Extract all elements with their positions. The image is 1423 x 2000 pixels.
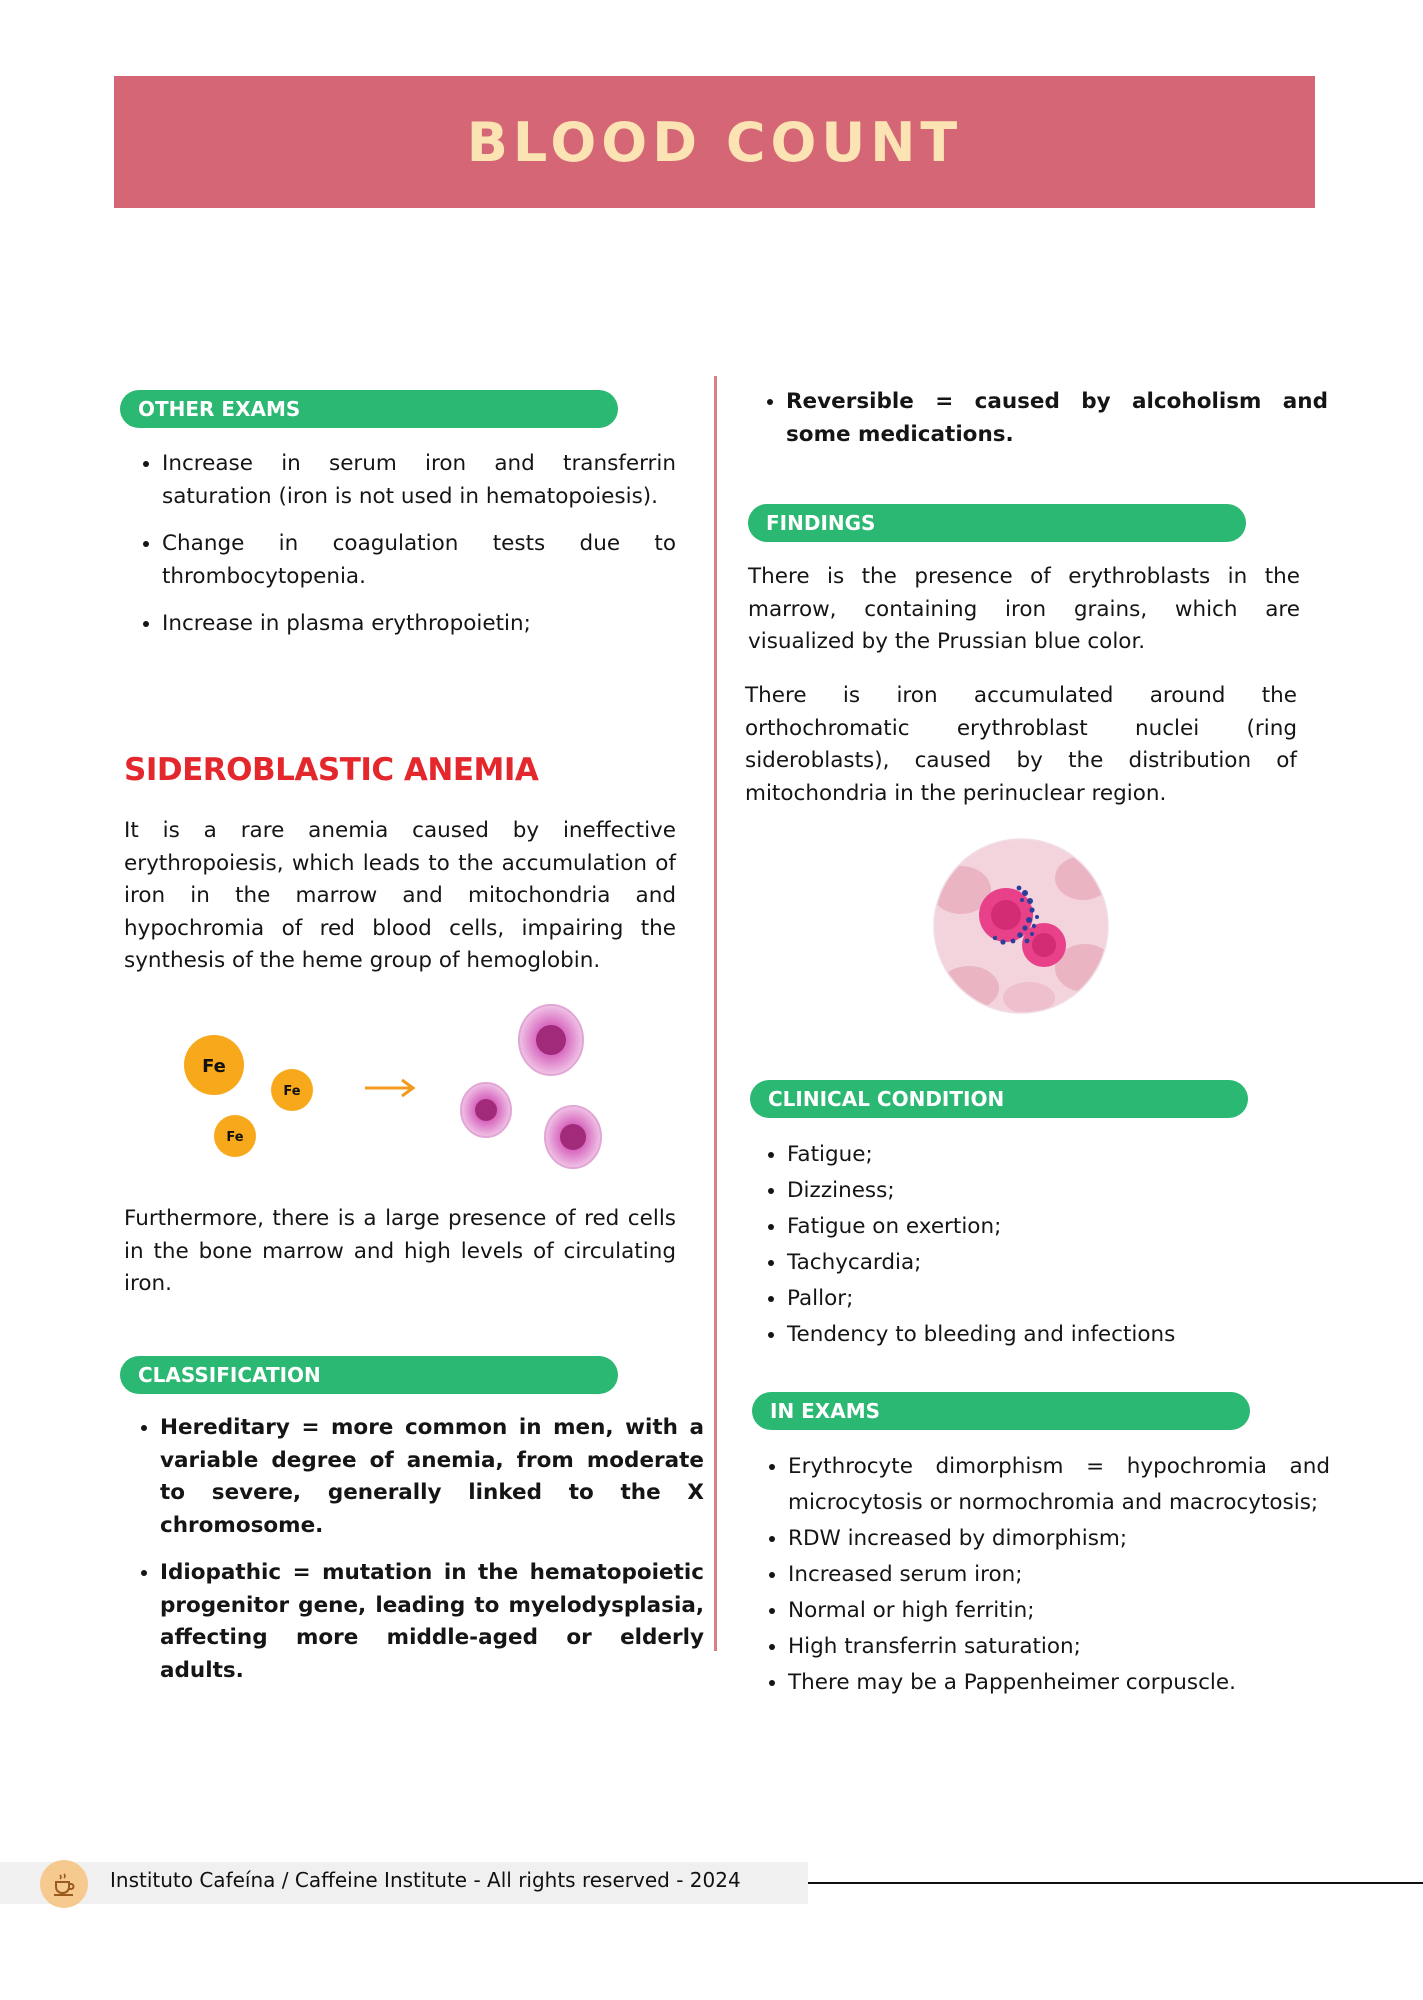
list-item: • Idiopathic = mutation in the hematopoietic progenitor gene, leading to myelodysplasia, affecting more middle-aged or elderly adults. [160, 1557, 704, 1687]
fe-atom-small [214, 1115, 256, 1157]
list-item: • Fatigue on exertion; [787, 1209, 1327, 1245]
section-title: SIDEROBLASTIC ANEMIA [124, 752, 539, 788]
list-item: • Fatigue; [787, 1137, 1327, 1173]
list-item: • Dizziness; [787, 1173, 1327, 1209]
list-item: • Increase in serum iron and transferrin saturation (iron is not used in hematopoiesis). [162, 448, 676, 513]
other-exams-list [132, 448, 676, 656]
furthermore-paragraph: Furthermore, there is a large presence of red cells in the bone marrow and high levels of circulating iron. [124, 1206, 676, 1296]
in-exams-heading: IN EXAMS [752, 1392, 1250, 1430]
clinical-condition-heading: CLINICAL CONDITION [750, 1080, 1248, 1118]
list-item: • Tendency to bleeding and infections [787, 1317, 1327, 1353]
intro-paragraph: It is a rare anemia caused by ineffective erythropoiesis, which leads to the accumulation of iron in the marrow and mitochondria and hypochromia of red blood cells, impairing the synthesis of the heme group of hemoglobin. [124, 818, 676, 973]
footer-rule [808, 1882, 1423, 1884]
list-item: • Normal or high ferritin; [788, 1593, 1330, 1629]
findings-paragraph-2: There is iron accumulated around the orthochromatic erythroblast nuclei (ring sideroblasts), caused by the distribution of mitochondria in the perinuclear region. [745, 683, 1297, 806]
footer-copyright: Instituto Cafeína / Caffeine Institute - All rights reserved - 2024 [110, 1868, 741, 1892]
sideroblast-cell [519, 1005, 583, 1075]
classification-list [130, 1412, 704, 1702]
clinical-condition-list [757, 1137, 1327, 1353]
list-item: • Increased serum iron; [788, 1557, 1330, 1593]
sideroblast-cell [545, 1106, 601, 1168]
reversible-list [756, 386, 1328, 451]
column-divider [714, 376, 717, 1651]
ring-sideroblast-micrograph [933, 838, 1109, 1014]
list-item: • There may be a Pappenheimer corpuscle. [788, 1665, 1330, 1701]
header-banner [114, 76, 1315, 208]
findings-paragraph-1: There is the presence of erythroblasts in the marrow, containing iron grains, which are visualized by the Prussian blue color. [748, 564, 1300, 654]
svg-text:Fe: Fe [202, 1056, 226, 1077]
iron-to-sideroblast-illustration [170, 995, 620, 1180]
classification-heading: CLASSIFICATION [120, 1356, 618, 1394]
list-item: • Pallor; [787, 1281, 1327, 1317]
page-title: BLOOD COUNT [466, 110, 963, 174]
findings-heading: FINDINGS [748, 504, 1246, 542]
in-exams-list [758, 1449, 1330, 1701]
svg-text:Fe: Fe [283, 1084, 301, 1099]
list-item: • RDW increased by dimorphism; [788, 1521, 1330, 1557]
fe-atom-medium [271, 1069, 313, 1111]
other-exams-heading: OTHER EXAMS [120, 390, 618, 428]
list-item: • Tachycardia; [787, 1245, 1327, 1281]
arrow-icon [365, 1080, 413, 1096]
coffee-cup-logo-icon [40, 1860, 88, 1908]
list-item: • Erythrocyte dimorphism = hypochromia and microcytosis or normochromia and macrocytosis; [788, 1449, 1330, 1521]
fe-atom-large [184, 1035, 244, 1095]
list-item: • Reversible = caused by alcoholism and some medications. [786, 386, 1328, 451]
list-item: • Increase in plasma erythropoietin; [162, 608, 676, 641]
list-item: • Hereditary = more common in men, with a variable degree of anemia, from moderate to severe, generally linked to the X chromosome. [160, 1412, 704, 1542]
list-item: • Change in coagulation tests due to thrombocytopenia. [162, 528, 676, 593]
list-item: • High transferrin saturation; [788, 1629, 1330, 1665]
sideroblast-cell [461, 1083, 511, 1137]
svg-text:Fe: Fe [226, 1130, 244, 1145]
